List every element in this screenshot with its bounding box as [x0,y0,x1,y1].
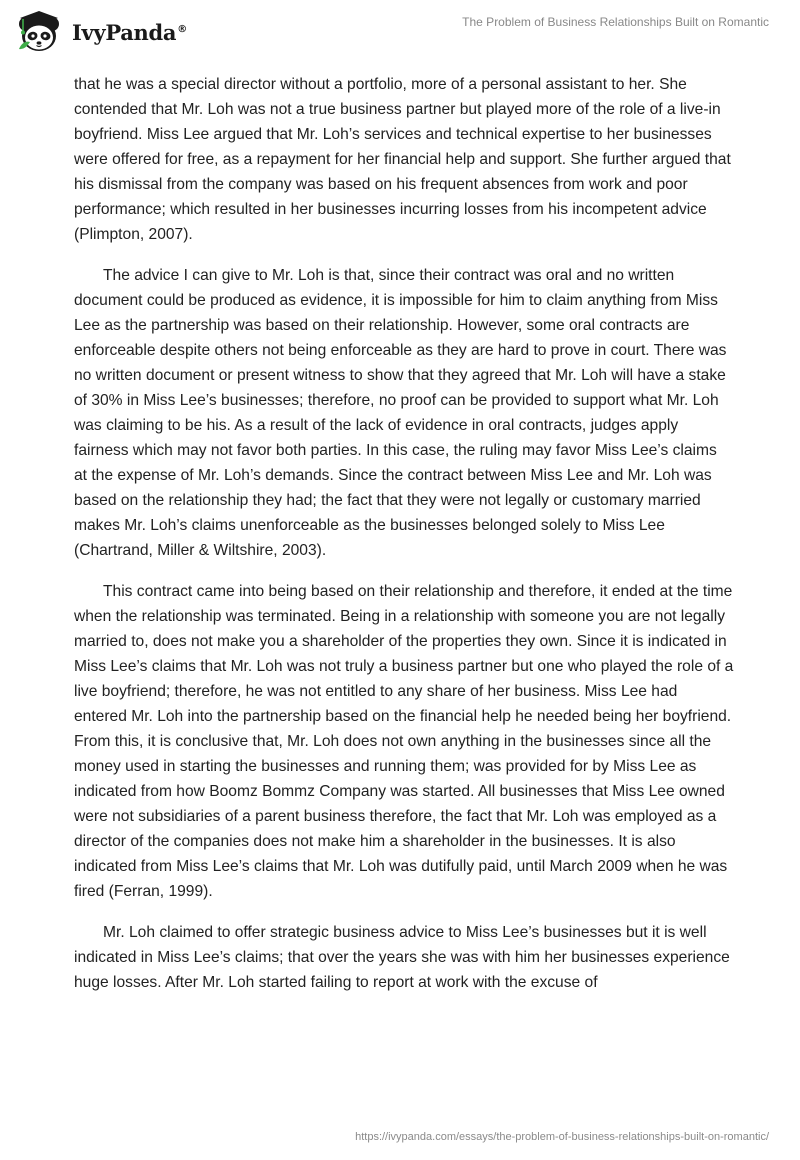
paragraph-3: This contract came into being based on their relationship and therefore, it ended at the time when the relationship was terminated. Being in a relationship with someone you are not legally married to, does not make you a shareholder of the properties they own. Since it is indicated in Miss Lee’s claims that Mr. Loh was not truly a business partner but one who played the role of a live boyfriend; therefore, he was not entitled to any share of her business. Miss Lee had entered Mr. Loh into the partnership based on the financial help he needed being her boyfriend. From this, it is conclusive that, Mr. Loh does not own anything in the businesses since all the money used in starting the businesses and running them; was provided for by Miss Lee as indicated from how Boomz Bommz Company was started. All businesses that Miss Lee owned were not subsidiaries of a parent business therefore, the fact that Mr. Loh was employed as a director of the companies does not make him a shareholder in the businesses. It is also indicated from Miss Lee’s claims that Mr. Loh was dutifully paid, until March 2009 when he was fired (Ferran, 1999). [74,583,734,900]
essay-body [74,72,734,1011]
page-header [0,0,800,70]
paragraph-1: that he was a special director without a portfolio, more of a personal assistant to her. She contended that Mr. Loh was not a true business partner but played more of the role of a live-in boyfriend. Miss Lee argued that Mr. Loh’s services and technical expertise to her businesses were offered for free, as a repayment for her financial help and support. She further argued that his dismissal from the company was based on his frequent absences from work and poor performance; which resulted in her businesses incurring losses from his incompetent advice (Plimpton, 2007). [74,76,731,243]
source-url-link[interactable]: https://ivypanda.com/essays/the-problem-of-business-relationships-built-on-romantic/ [355,1131,769,1143]
document-title: The Problem of Business Relationships Built on Romantic [462,15,769,29]
paragraph-2: The advice I can give to Mr. Loh is that, since their contract was oral and no written document could be produced as evidence, it is impossible for him to claim anything from Miss Lee as the partnership was based on their relationship. However, some oral contracts are enforceable despite others not being enforceable as they are hard to prove in court. There was no written document or present witness to show that they agreed that Mr. Loh will have a stake of 30% in Miss Lee’s businesses; therefore, no proof can be provided to support what Mr. Loh was claiming to be his. As a result of the lack of evidence in oral contracts, judges apply fairness which may not favor both parties. In this case, the ruling may favor Miss Lee’s claims at the expense of Mr. Loh’s demands. Since the contract between Miss Lee and Mr. Loh was based on the relationship they had; the fact that they were not legally or customary married makes Mr. Loh’s claims unenforceable as the businesses belonged solely to Miss Lee (Chartrand, Miller & Wiltshire, 2003). [74,267,727,559]
ivypanda-logo[interactable] [14,9,187,55]
paragraph-4: Mr. Loh claimed to offer strategic business advice to Miss Lee’s businesses but it is well indicated in Miss Lee’s claims; that over the years she was with him her businesses experience huge losses. After Mr. Loh started failing to report at work with the excuse of [74,924,730,991]
brand-name: IvyPanda® [72,19,187,45]
registered-mark: ® [177,23,187,35]
panda-logo-icon [14,9,64,55]
